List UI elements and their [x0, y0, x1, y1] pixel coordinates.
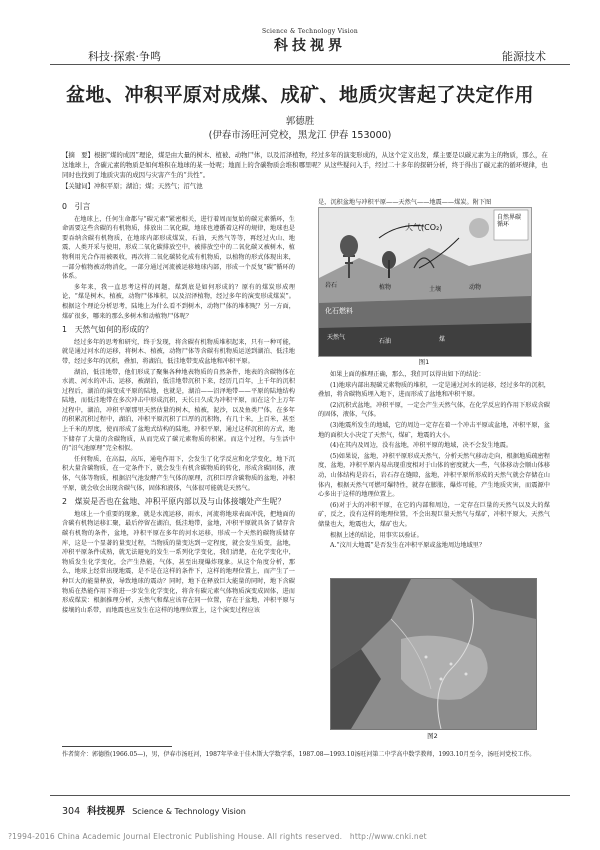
- section-heading-2: 2 煤炭是否也在盆地、冲积平原内部以及与山体接壤处产生呢？: [62, 497, 286, 507]
- author-bio-footnote: 作者简介：郭德胜(1966.05—)，男，伊春市汤旺河，1987年毕业于佳木斯大学数学系，1987.08—1993.10汤旺河第二中学高中数学教师，1993.10月至今，汤旺河党校工作。: [62, 751, 536, 758]
- page-footer: [62, 803, 246, 817]
- paragraph: 任何物质，在高温，高压，通电作用下，会发生了化学反应和化学变化，地下沉积大量含碳物质，在一定条件下，就会发生有机含碳物质的转化，形成含碳固体，液体，气体等物质，根据沼气池发酵产生气体的原理，沉积巨厚含碳物质的盆地，冲积平原，就会收会出现含碳气体，固体和液体，气体很可能就是天然气。: [62, 455, 295, 492]
- fig1-label-atmosphere: 大气(CO₂): [405, 223, 443, 232]
- right-column-body: [318, 370, 550, 552]
- paragraph: 经过多年的思考和研究，终于发现，将含碳有机物质堆积起来，只有一种可能，就是通过河水的运移，将树木、植被，动物尸体等含碳有机物质运送到湖泊、低洼地带，经过多年的沉积，叠加，将湖泊，低洼地带变成盆地和冲积平原。: [62, 338, 295, 365]
- paragraph: 地球上一个重要的现象，就是水流运移，雨水，河流将地球表面冲洗，把地面的含碳有机物运移汇聚，最后停留在湖泊，低洼地带，盆地，冲积平原就具备了储存含碳有机物的条件，盆地，冲积平原在多年的河水运移，形成一个天然的碳物质储存库，这是一个显著的量变过程，当物质的量变达到一定程度，就会发生质变，盆地，冲积平原条件成熟，就无法避免的发生一系列化学变化，我们清楚，在化学变化中，物质发生化学变化，会产生热能，气体，甚至出现爆炸现象。从这个角度分析，那么，地球上经常出现地震，是不是在这样的条件下，这样的地理位置上，而产生了一种巨大的能量释放，导致地球的震动？同时，地下在释放巨大能量的同时，地下含碳物质在热能作用下将进一步发生化学变化，将含有碳元素气体物质演变成固体，进而形成煤炭：根据推理分析，天然气和煤应该存在同一位置，存在于盆地，冲积平原与接壤的山系带，而地震也应发生在这样的地理位置上，这个演变过程应该: [62, 510, 295, 614]
- footer-rule: [50, 795, 570, 796]
- section-heading-1: 1 天然气如何的形成的？: [62, 325, 153, 335]
- fig1-label-cycle: 自然界碳循环: [497, 214, 522, 228]
- page-number: 304: [62, 806, 81, 817]
- paragraph: 如果上面的推理正确，那么，我们可以得出如下的结论：: [330, 371, 485, 378]
- fig1-label-plant: 植物: [379, 284, 392, 291]
- cnki-copyright: ?1994-2016 China Academic Journal Electronic Publishing House. All rights reserved. http://www.cnki.net: [8, 832, 427, 841]
- fig1-label-gas: 天然气: [327, 334, 346, 341]
- keywords: 【关键词】冲积平原；湖泊；煤；天然气；沼气池: [62, 182, 203, 190]
- footer-journal-cn: 科技视界: [87, 806, 126, 817]
- figure-2-terrain-map: [330, 578, 537, 730]
- fig1-label-animal: 动物: [469, 284, 482, 291]
- paragraph: 根据上述的结论，用事实以验证。: [330, 531, 423, 539]
- section-heading-0: 0 引言: [62, 202, 91, 211]
- masthead-chinese: 科技视界: [274, 38, 346, 54]
- fig1-label-fossil-fuel: 化石燃料: [325, 307, 353, 315]
- author-affiliation: (伊春市汤旺河党校，黑龙江 伊春 153000): [208, 130, 392, 141]
- header-rule: [50, 64, 570, 65]
- paragraph: 湖泊，低洼地带，他们形成了聚集各种地表物质的自然条件，地表的含碳物体在水流、河水的冲击、运移，被湖泊，低洼地带沉积下来，经历几百年，上千年的沉积过程后，湖泊的演变成平原的陆地，也就是，湖泊——沼泽地带——平原的陆地结构陆地，而低洼地带在多次冲击中形成沉积，天长日久成为冲积平原，而在这个上万年过程中，湖泊，冲积平原那里天然估量的树木，植被，泥沙，以及鱼类尸体，在多年的积累沉积过程中，湖泊，冲积平原沉积了巨厚的沉积物，有几十米，上百米，甚至上千米的厚度，使而形成了盆地式结构的陆地，冲积平原，通过这样沉积的方式，地下储存了大量的含碳物质，从而完成了碳元素物质的积累。而这个过程，与生活中的“沼气池原理”完全相似。: [62, 368, 295, 453]
- paragraph: A.“汶川大地震”是否发生在冲积平原或盆地周边地域里？: [330, 542, 486, 550]
- conclusion-1: (1)地球内部出现碳元素物质的堆积，一定是通过河水的运移，经过多年的沉积，叠加，将含碳物质埋入地下，进而形成了盆地和冲积平原。: [318, 381, 550, 399]
- fig1-label-rock: 岩石: [325, 282, 338, 289]
- header-section-left: 科技·探索·争鸣: [88, 50, 161, 63]
- conclusion-6: (6)对于大的冲积平原，在它的内部和周边，一定存在巨量的天然气以及大的煤矿，反之，没有这样的地理位置，不会出现巨量天然气与煤矿，冲积平原大，天然气储量也大，地震也大，煤矿也大。: [318, 501, 550, 528]
- conclusion-3: (3)地震所发生的地域，它的周边一定存在着一个冲击平原或盆地，冲积平原，盆地的面积大小决定了天然气，煤矿，地震的大小。: [318, 421, 550, 439]
- header-section-right: 能源技术: [502, 50, 546, 63]
- right-intro: 是，沉积盆地与冲积平原——天然气——地震——煤炭。附下图: [318, 199, 492, 206]
- figure-1-carbon-cycle: [318, 207, 532, 357]
- conclusion-5: (5)如果说，盆地，冲积平原形成天然气，分析天然气移动走向，根据地质疏密程度，盆地，冲积平原内易出现重度相对于山体的密度就大一些，气体移动会顺山体移动，山体结构是岩石，岩石存在缝隙，盆地，冲积平原所形成的天然气就会存储在山体内，根据天然气可燃可爆特性，就存在膨胀，爆炸可能，产生地质灾害，而震源中心多出于这样的地理位置上。: [318, 452, 550, 499]
- paragraph: 多年来，我一直思考这样的问题，煤到底是如何形成的？原有的煤炭形成理论，“煤是树木，植被，动物尸体堆积，以及沼泽植物，经过多年的演变形成煤炭”。根据这个理论分析思考，陆地上为什么看不到树木，动物尸体的堆积呢？另一方面，煤矿很多，哪来的那么多树木和动植物尸体呢？: [62, 283, 295, 320]
- conclusion-4: (4)在其内及周边，没有盆地，冲积平原的地域，决不会发生地震。: [330, 442, 513, 450]
- paragraph: 在地球上，任何生命都与“碳元素”紧密相关，进行着周而复始的碳元素循环，生命需要这些含碳的有机物质，排放出二氧化碳，地球也遵循着这样的规律，地球也是要吞纳含碳有机物质，在地球内部形成煤炭，石油，天然气等等，再经过火山、地震、人类开采与使用，形成二氧化碳排放空中，被排放空中的二氧化碳又被树木，植物利用光合作用被吸收，再次将二氧化碳转化成有机物质，以植物的形式体现出来，一部分植物被动物消化，一部分通过河流被运移地球内部，形成一个反复“碳”循环的体系。: [62, 215, 295, 281]
- figure-2-caption: 图2: [427, 732, 438, 740]
- masthead-english: Science & Technology Vision: [261, 28, 359, 35]
- author-name: 郭德胜: [285, 116, 315, 127]
- fig1-label-coal: 煤: [439, 336, 446, 343]
- article-title: 盆地、冲积平原对成煤、成矿、地质灾害起了决定作用: [65, 84, 534, 106]
- fig1-label-soil: 土壤: [429, 286, 442, 293]
- left-column: [62, 198, 295, 616]
- footer-journal-en: Science & Technology Vision: [132, 807, 246, 816]
- figure-1-caption: 图1: [418, 358, 430, 366]
- fig1-label-oil: 石油: [379, 338, 392, 345]
- footnote-rule: [62, 746, 172, 747]
- abstract: 【摘 要】根据“煤的成因”理论，煤是由大量的树木、植被、动物尸体，以及沼泽植物，经过多年的演变形成的，从这个定义出发，煤主要是以碳元素为主的物质，那么，在这地球上，含碳元素的物质是如何堆积在地球的某一处呢；地面上的含碳物质会堆积哪里呢？从这些疑问入手，经过二十多年的探研分析，终于得出了碳元素的循环规律，也同时也找到了地质灾害的成因与灾害产生的“共性”。: [62, 151, 548, 179]
- conclusion-2: (2)沉积式盆地，冲积平原，一定会产生天然气体，在化学反应的作用下形成含碳的固体，液体，气体。: [318, 401, 550, 419]
- terrain-map-image: [331, 579, 536, 729]
